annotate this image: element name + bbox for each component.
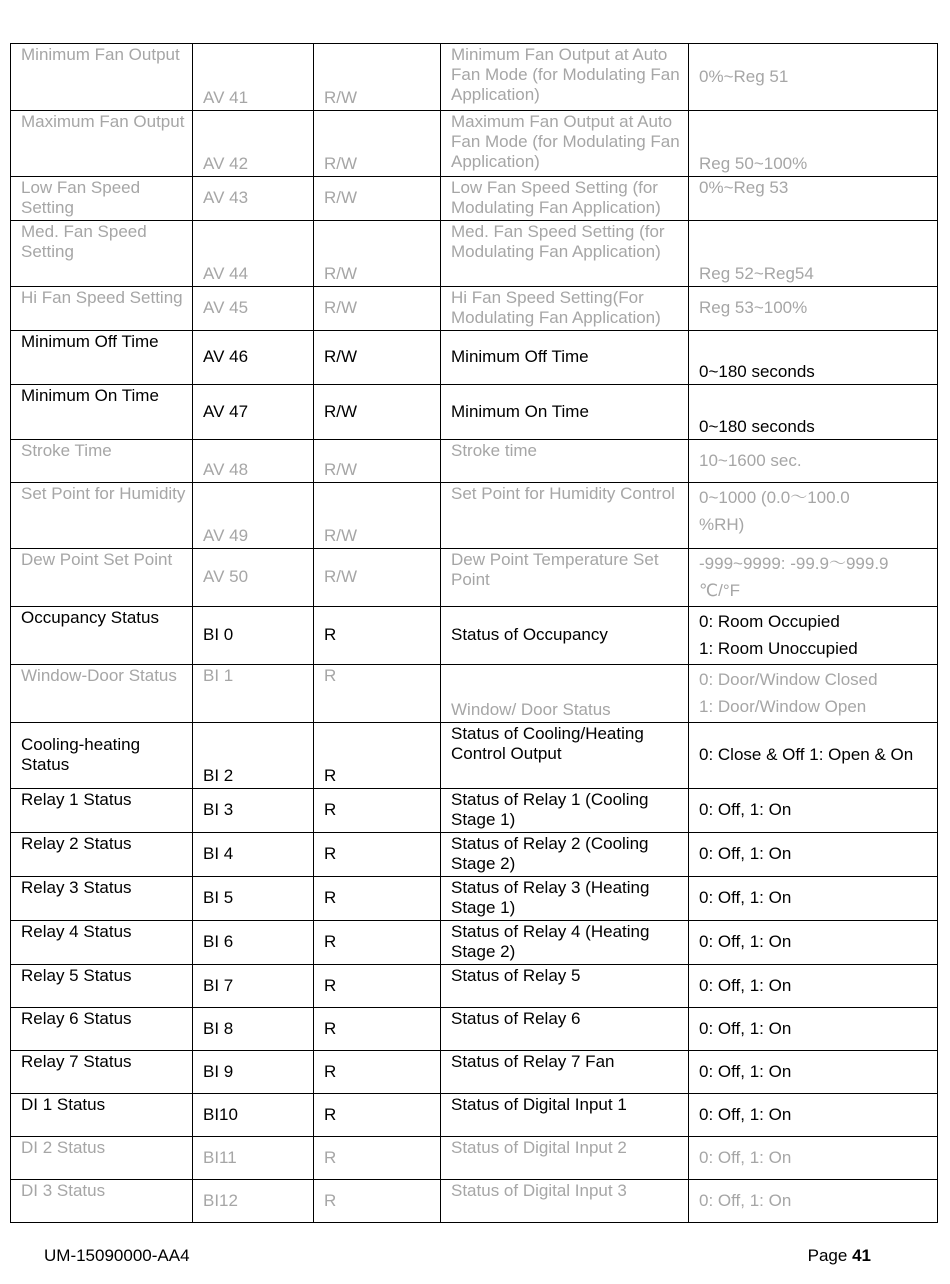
access-cell: R (314, 1180, 441, 1223)
table-row (11, 221, 938, 287)
object-id-cell: AV 42 (193, 111, 314, 177)
access-cell: R/W (314, 331, 441, 385)
object-name-cell: Relay 7 Status (11, 1051, 193, 1094)
table-row (11, 965, 938, 1008)
table-body (11, 44, 938, 1223)
access-cell: R/W (314, 44, 441, 111)
value-range-cell (689, 1008, 938, 1051)
object-id-cell: BI 5 (193, 877, 314, 921)
page-number: 41 (852, 1246, 871, 1265)
description-cell: Status of Relay 6 (441, 1008, 689, 1051)
description-cell: Status of Digital Input 2 (441, 1137, 689, 1180)
description-cell: Minimum On Time (441, 385, 689, 440)
object-name-cell: Relay 4 Status (11, 921, 193, 965)
value-range-cell (689, 111, 938, 177)
value-range-line: 0: Off, 1: On (699, 932, 792, 951)
object-name-cell: Occupancy Status (11, 607, 193, 665)
value-range-line: 0: Off, 1: On (699, 800, 792, 819)
description-cell: Maximum Fan Output at Auto Fan Mode (for Modulating Fan Application) (441, 111, 689, 177)
value-range-cell (689, 1094, 938, 1137)
access-cell: R/W (314, 221, 441, 287)
access-cell: R/W (314, 483, 441, 549)
object-id-cell: AV 48 (193, 440, 314, 483)
value-range-line: 0: Off, 1: On (699, 844, 792, 863)
description-cell: Status of Relay 2 (Cooling Stage 2) (441, 833, 689, 877)
value-range-line: 0: Off, 1: On (699, 1190, 792, 1210)
object-id-cell: AV 47 (193, 385, 314, 440)
description-cell: Stroke time (441, 440, 689, 483)
object-name-cell: DI 3 Status (11, 1180, 193, 1223)
value-range-cell (689, 789, 938, 833)
object-id-cell: BI 6 (193, 921, 314, 965)
description-cell: Set Point for Humidity Control (441, 483, 689, 549)
value-range-line: 1: Room Unoccupied (699, 639, 858, 658)
description-cell: Status of Relay 5 (441, 965, 689, 1008)
object-id-cell: BI11 (193, 1137, 314, 1180)
value-range-cell (689, 287, 938, 331)
value-range-line: 0: Door/Window Closed (699, 670, 878, 689)
access-cell: R (314, 665, 441, 723)
page-number-label (808, 1246, 871, 1266)
value-range-cell (689, 723, 938, 789)
value-range-line: Reg 52~Reg54 (699, 264, 814, 283)
object-id-cell: BI 2 (193, 723, 314, 789)
access-cell: R (314, 921, 441, 965)
access-cell: R (314, 789, 441, 833)
value-range-cell (689, 833, 938, 877)
table-row (11, 1008, 938, 1051)
value-range-line: Reg 50~100% (699, 154, 808, 173)
object-name-cell: Window-Door Status (11, 665, 193, 723)
access-cell: R/W (314, 177, 441, 221)
object-name-cell: Set Point for Humidity (11, 483, 193, 549)
access-cell: R/W (314, 111, 441, 177)
object-name-cell: Minimum Fan Output (11, 44, 193, 111)
object-name-cell: DI 2 Status (11, 1137, 193, 1180)
access-cell: R (314, 1008, 441, 1051)
value-range-cell (689, 1051, 938, 1094)
value-range-line: 0: Off, 1: On (699, 975, 792, 995)
value-range-line: -999~9999: -99.9～999.9 (699, 554, 889, 573)
value-range-line: 0~180 seconds (699, 362, 815, 381)
table-row (11, 385, 938, 440)
bacnet-object-table (10, 43, 938, 1223)
table-row (11, 1051, 938, 1094)
value-range-cell (689, 921, 938, 965)
description-cell: Status of Relay 3 (Heating Stage 1) (441, 877, 689, 921)
value-range-line: 0: Room Occupied (699, 612, 840, 631)
access-cell: R (314, 1051, 441, 1094)
value-range-cell (689, 483, 938, 549)
value-range-cell (689, 665, 938, 723)
value-range-line: %RH) (699, 515, 745, 534)
object-id-cell: AV 49 (193, 483, 314, 549)
description-cell: Status of Relay 1 (Cooling Stage 1) (441, 789, 689, 833)
value-range-line: 0%~Reg 51 (699, 66, 789, 86)
access-cell: R (314, 607, 441, 665)
object-name-cell: Relay 2 Status (11, 833, 193, 877)
description-cell: Minimum Off Time (441, 331, 689, 385)
value-range-cell (689, 44, 938, 111)
table-row (11, 665, 938, 723)
object-name-cell: Minimum Off Time (11, 331, 193, 385)
value-range-line: 0: Close & Off 1: Open & On (699, 745, 914, 764)
object-name-cell: Relay 3 Status (11, 877, 193, 921)
object-name-cell: Low Fan Speed Setting (11, 177, 193, 221)
table-row (11, 177, 938, 221)
access-cell: R (314, 1137, 441, 1180)
table-row (11, 549, 938, 607)
value-range-cell (689, 965, 938, 1008)
object-name-cell: Relay 5 Status (11, 965, 193, 1008)
object-id-cell: AV 41 (193, 44, 314, 111)
description-cell: Status of Relay 7 Fan (441, 1051, 689, 1094)
value-range-line: 0: Off, 1: On (699, 1147, 792, 1167)
table-row (11, 833, 938, 877)
table-row (11, 1137, 938, 1180)
object-id-cell: AV 43 (193, 177, 314, 221)
object-id-cell: AV 44 (193, 221, 314, 287)
access-cell: R/W (314, 287, 441, 331)
object-id-cell: AV 50 (193, 549, 314, 607)
description-cell: Status of Relay 4 (Heating Stage 2) (441, 921, 689, 965)
description-cell: Med. Fan Speed Setting (for Modulating Fan Application) (441, 221, 689, 287)
table-row (11, 921, 938, 965)
value-range-line: ℃/°F (699, 581, 740, 600)
table-row (11, 877, 938, 921)
value-range-cell (689, 1137, 938, 1180)
description-cell: Status of Cooling/Heating Control Output (441, 723, 689, 789)
access-cell: R (314, 965, 441, 1008)
description-cell: Hi Fan Speed Setting(For Modulating Fan Application) (441, 287, 689, 331)
table-row (11, 1180, 938, 1223)
access-cell: R (314, 1094, 441, 1137)
description-cell: Status of Digital Input 3 (441, 1180, 689, 1223)
object-id-cell: BI12 (193, 1180, 314, 1223)
description-cell: Minimum Fan Output at Auto Fan Mode (for Modulating Fan Application) (441, 44, 689, 111)
value-range-cell (689, 385, 938, 440)
description-cell: Dew Point Temperature Set Point (441, 549, 689, 607)
object-id-cell: BI 7 (193, 965, 314, 1008)
value-range-cell (689, 607, 938, 665)
object-name-cell: Relay 1 Status (11, 789, 193, 833)
table-row (11, 723, 938, 789)
value-range-line: 1: Door/Window Open (699, 697, 867, 716)
table-row (11, 111, 938, 177)
object-name-cell: DI 1 Status (11, 1094, 193, 1137)
object-id-cell: BI 3 (193, 789, 314, 833)
value-range-cell (689, 1180, 938, 1223)
table-row (11, 287, 938, 331)
object-id-cell: AV 45 (193, 287, 314, 331)
table-row (11, 789, 938, 833)
value-range-cell (689, 331, 938, 385)
object-name-cell: Med. Fan Speed Setting (11, 221, 193, 287)
table-row (11, 607, 938, 665)
access-cell: R (314, 833, 441, 877)
value-range-cell (689, 177, 938, 221)
object-name-cell: Relay 6 Status (11, 1008, 193, 1051)
object-name-cell: Stroke Time (11, 440, 193, 483)
page-label: Page (807, 1246, 848, 1265)
table-row (11, 44, 938, 111)
access-cell: R/W (314, 549, 441, 607)
value-range-line: Reg 53~100% (699, 298, 808, 317)
value-range-line: 0: Off, 1: On (699, 1104, 792, 1124)
value-range-line: 10~1600 sec. (699, 450, 802, 470)
value-range-cell (689, 440, 938, 483)
description-cell: Status of Digital Input 1 (441, 1094, 689, 1137)
value-range-line: 0%~Reg 53 (699, 178, 789, 197)
value-range-line: 0~180 seconds (699, 417, 815, 436)
object-id-cell: BI 4 (193, 833, 314, 877)
object-name-cell: Hi Fan Speed Setting (11, 287, 193, 331)
value-range-line: 0: Off, 1: On (699, 1061, 792, 1081)
value-range-cell (689, 549, 938, 607)
table-row (11, 1094, 938, 1137)
value-range-cell (689, 877, 938, 921)
description-cell: Low Fan Speed Setting (for Modulating Fan Application) (441, 177, 689, 221)
value-range-cell (689, 221, 938, 287)
table-row (11, 440, 938, 483)
value-range-line: 0~1000 (0.0～100.0 (699, 488, 850, 507)
object-name-cell: Dew Point Set Point (11, 549, 193, 607)
object-id-cell: BI10 (193, 1094, 314, 1137)
object-id-cell: BI 0 (193, 607, 314, 665)
value-range-line: 0: Off, 1: On (699, 888, 792, 907)
description-cell: Status of Occupancy (441, 607, 689, 665)
description-cell: Window/ Door Status (441, 665, 689, 723)
object-id-cell: BI 9 (193, 1051, 314, 1094)
access-cell: R/W (314, 385, 441, 440)
value-range-line: 0: Off, 1: On (699, 1018, 792, 1038)
object-name-cell: Maximum Fan Output (11, 111, 193, 177)
object-id-cell: BI 8 (193, 1008, 314, 1051)
object-name-cell: Minimum On Time (11, 385, 193, 440)
table-row (11, 483, 938, 549)
table-row (11, 331, 938, 385)
object-id-cell: AV 46 (193, 331, 314, 385)
access-cell: R/W (314, 440, 441, 483)
access-cell: R (314, 877, 441, 921)
access-cell: R (314, 723, 441, 789)
object-name-cell: Cooling-heating Status (11, 723, 193, 789)
object-id-cell: BI 1 (193, 665, 314, 723)
document-id: UM-15090000-AA4 (44, 1246, 190, 1265)
